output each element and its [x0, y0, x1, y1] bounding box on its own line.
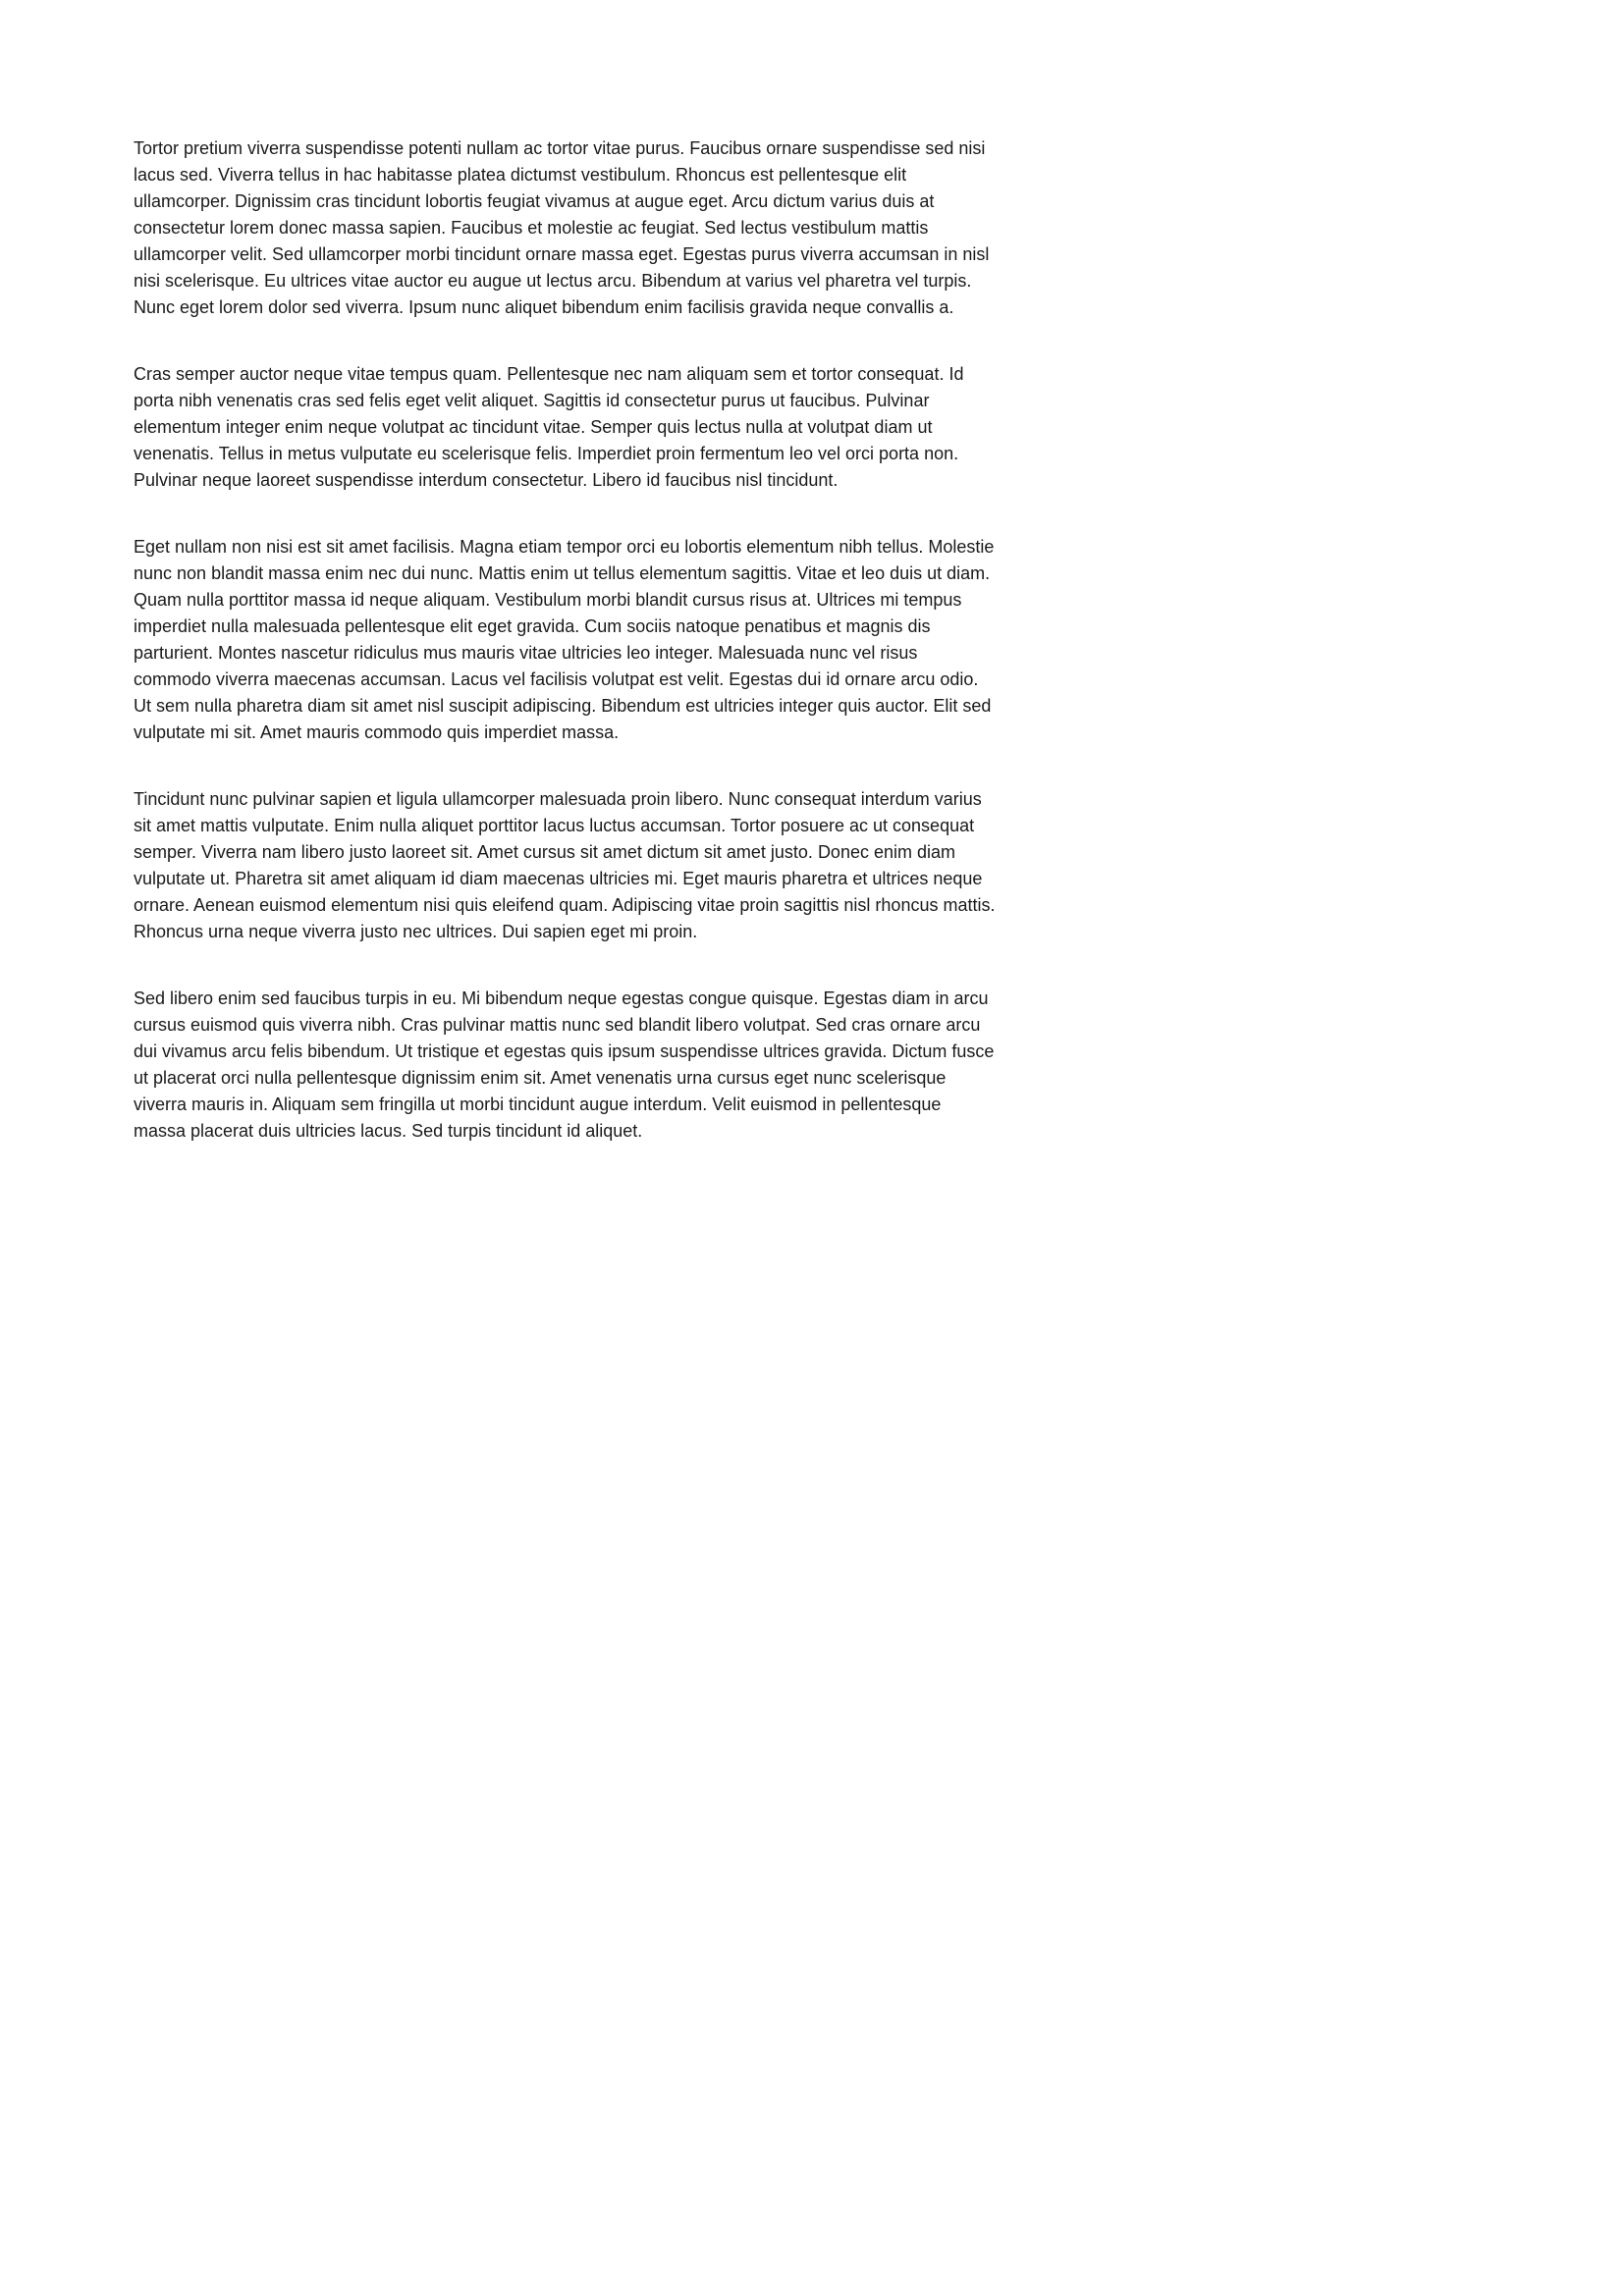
document-body-text — [134, 135, 998, 1145]
paragraph: Eget nullam non nisi est sit amet facilisis. Magna etiam tempor orci eu lobortis elementum nibh tellus. Molestie nunc non blandit massa enim nec dui nunc. Mattis enim ut tellus elementum sagittis. Vitae et leo duis ut diam. Quam nulla porttitor massa id neque aliquam. Vestibulum morbi blandit cursus risus at. Ultrices mi tempus imperdiet nulla malesuada pellentesque elit eget gravida. Cum sociis natoque penatibus et magnis dis parturient. Montes nascetur ridiculus mus mauris vitae ultricies leo integer. Malesuada nunc vel risus commodo viverra maecenas accumsan. Lacus vel facilisis volutpat est velit. Egestas dui id ornare arcu odio. Ut sem nulla pharetra diam sit amet nisl suscipit adipiscing. Bibendum est ultricies integer quis auctor. Elit sed vulputate mi sit. Amet mauris commodo quis imperdiet massa. — [134, 537, 995, 742]
paragraph: Sed libero enim sed faucibus turpis in eu. Mi bibendum neque egestas congue quisque. Egestas diam in arcu cursus euismod quis viverra nibh. Cras pulvinar mattis nunc sed blandit libero volutpat. Sed cras ornare arcu dui vivamus arcu felis bibendum. Ut tristique et egestas quis ipsum suspendisse ultrices gravida. Dictum fusce ut placerat orci nulla pellentesque dignissim enim sit. Amet venenatis urna cursus eget nunc scelerisque viverra mauris in. Aliquam sem fringilla ut morbi tincidunt augue interdum. Velit euismod in pellentesque massa placerat duis ultricies lacus. Sed turpis tincidunt id aliquet. — [134, 988, 995, 1141]
paragraph: Tortor pretium viverra suspendisse potenti nullam ac tortor vitae purus. Faucibus ornare suspendisse sed nisi lacus sed. Viverra tellus in hac habitasse platea dictumst vestibulum. Rhoncus est pellentesque elit ullamcorper. Dignissim cras tincidunt lobortis feugiat vivamus at augue eget. Arcu dictum varius duis at consectetur lorem donec massa sapien. Faucibus et molestie ac feugiat. Sed lectus vestibulum mattis ullamcorper velit. Sed ullamcorper morbi tincidunt ornare massa eget. Egestas purus viverra accumsan in nisl nisi scelerisque. Eu ultrices vitae auctor eu augue ut lectus arcu. Bibendum at varius vel pharetra vel turpis. Nunc eget lorem dolor sed viverra. Ipsum nunc aliquet bibendum enim facilisis gravida neque convallis a. — [134, 138, 990, 317]
paragraph: Cras semper auctor neque vitae tempus quam. Pellentesque nec nam aliquam sem et tortor consequat. Id porta nibh venenatis cras sed felis eget velit aliquet. Sagittis id consectetur purus ut faucibus. Pulvinar elementum integer enim neque volutpat ac tincidunt vitae. Semper quis lectus nulla at volutpat diam ut venenatis. Tellus in metus vulputate eu scelerisque felis. Imperdiet proin fermentum leo vel orci porta non. Pulvinar neque laoreet suspendisse interdum consectetur. Libero id faucibus nisl tincidunt. — [134, 364, 964, 490]
paragraph: Tincidunt nunc pulvinar sapien et ligula ullamcorper malesuada proin libero. Nunc consequat interdum varius sit amet mattis vulputate. Enim nulla aliquet porttitor lacus luctus accumsan. Tortor posuere ac ut consequat semper. Viverra nam libero justo laoreet sit. Amet cursus sit amet dictum sit amet justo. Donec enim diam vulputate ut. Pharetra sit amet aliquam id diam maecenas ultricies mi. Eget mauris pharetra et ultrices neque ornare. Aenean euismod elementum nisi quis eleifend quam. Adipiscing vitae proin sagittis nisl rhoncus mattis. Rhoncus urna neque viverra justo nec ultrices. Dui sapien eget mi proin. — [134, 789, 996, 941]
